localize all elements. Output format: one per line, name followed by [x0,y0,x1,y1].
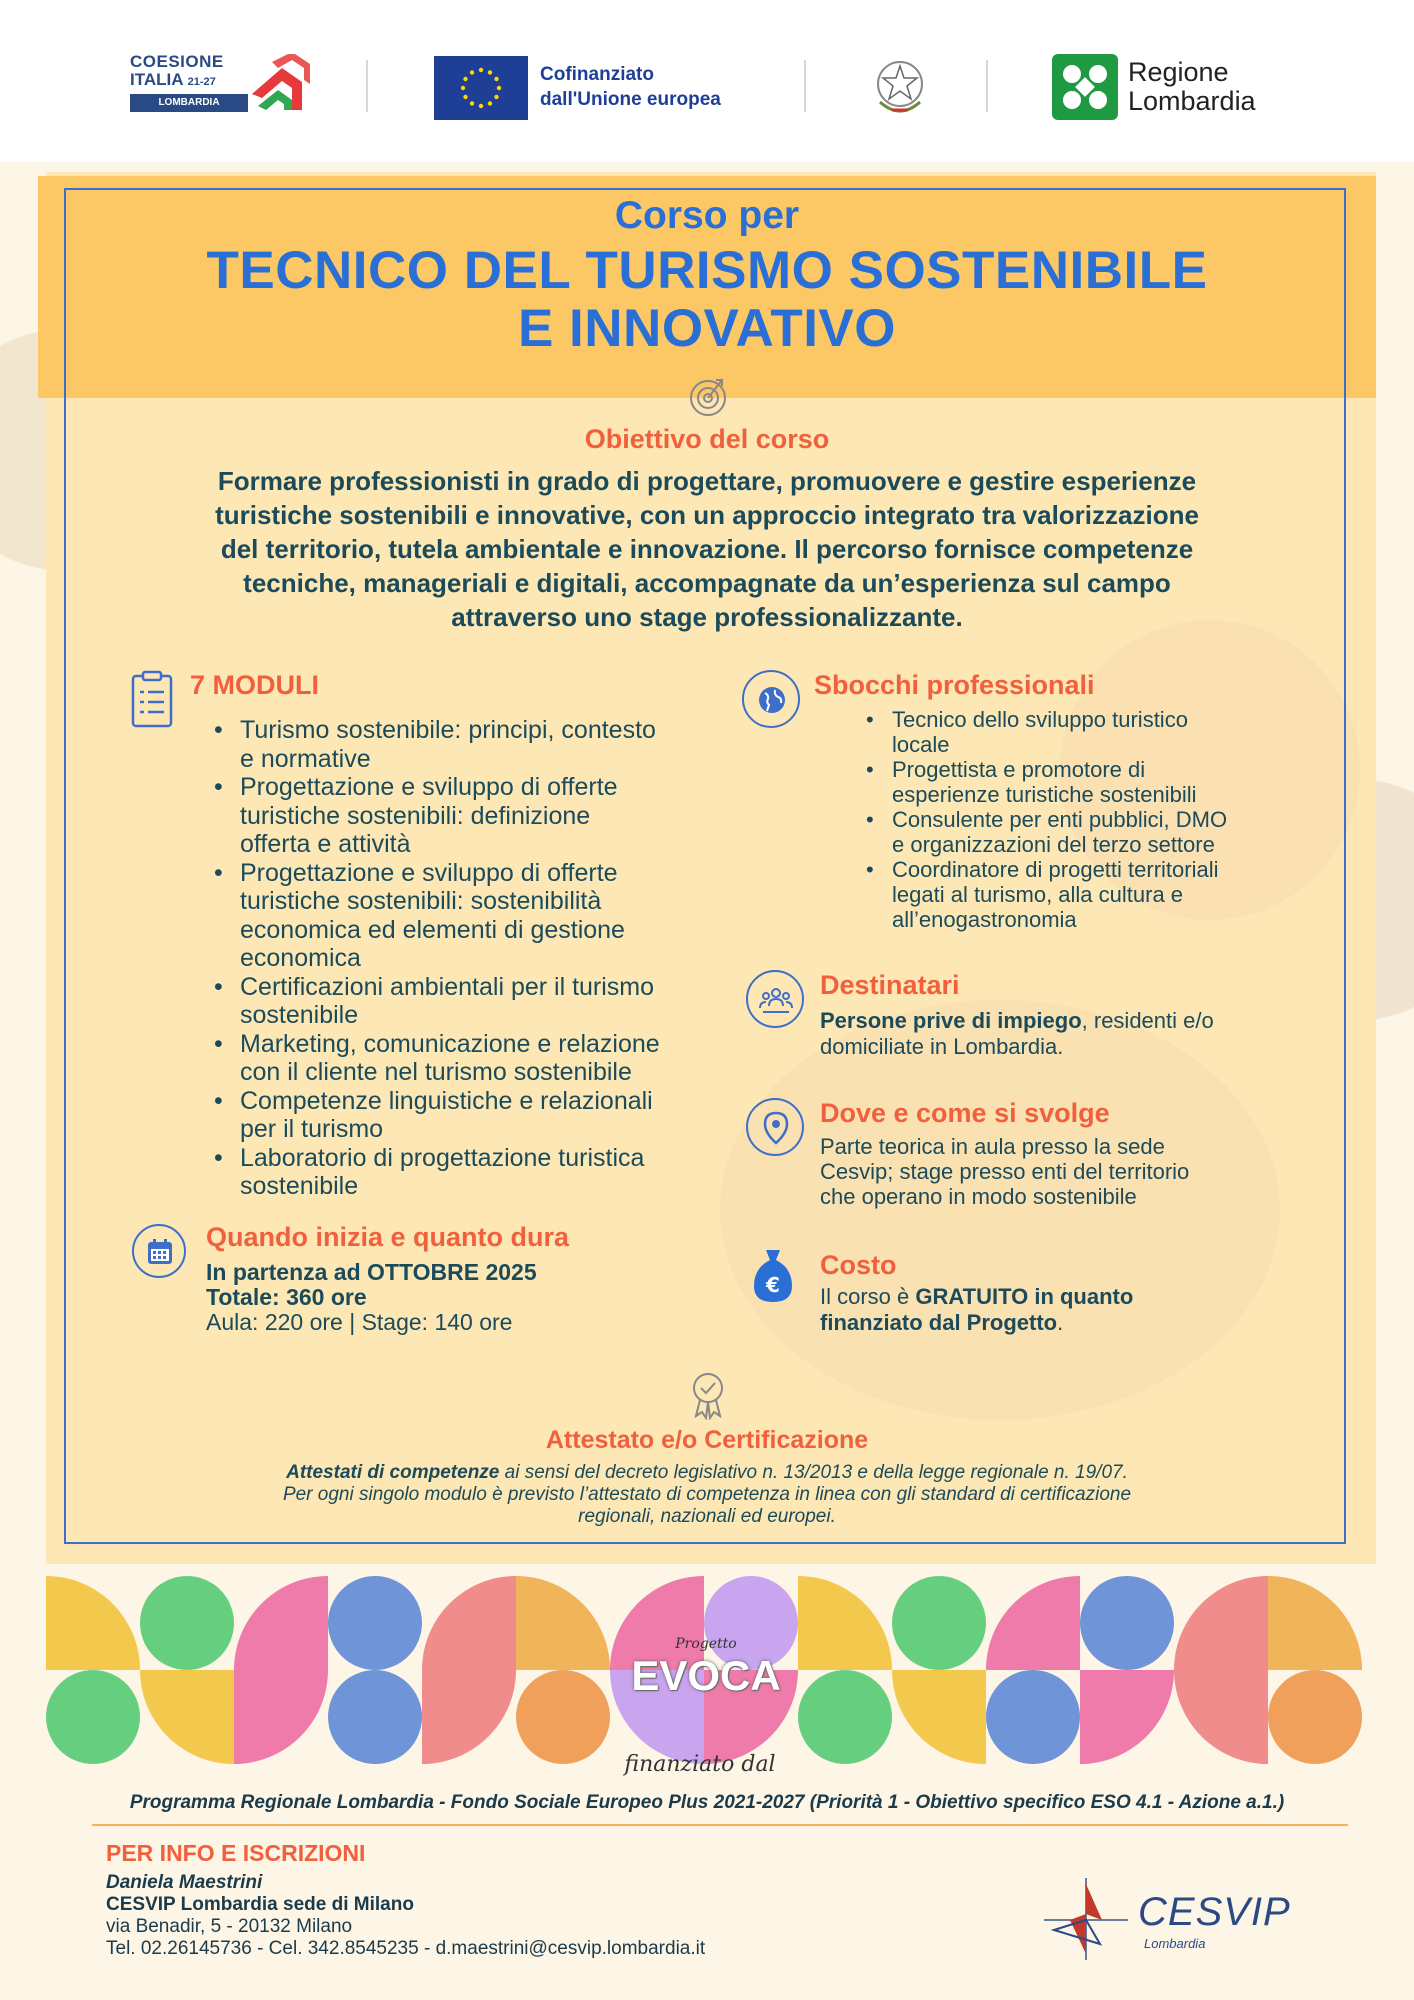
moduli-heading: 7 MODULI [190,670,320,700]
dove-heading: Dove e come si svolge [820,1098,1110,1128]
attestato-text: Attestati di competenze ai sensi del decreto legislativo n. 13/2013 e della legge regionale n. 19/07. Per ogni singolo modulo è previsto l’attestato di competenza in linea con gli standard di certificazione regionali, nazionali ed europei. [282,1462,1132,1527]
cesvip-sub: Lombardia [1144,1936,1206,1951]
costo-text: Il corso è GRATUITO in quanto finanziato dal Progetto. [820,1284,1134,1335]
list-item: • Turismo sostenibile: principi, contesto e normative [240,716,760,773]
list-item: • Progettazione e sviluppo di offerte turistiche sostenibili: sostenibilità economica ed elementi di gestione economica [240,859,760,973]
contact-phone-email[interactable]: Tel. 02.26145736 - Cel. 342.8545235 - d.maestrini@cesvip.lombardia.it [106,1938,706,1959]
coesione-region: LOMBARDIA [130,94,248,112]
list-item: • Competenze linguistiche e relazionali per il turismo [240,1087,760,1144]
list-item: • Laboratorio di progettazione turistica sostenibile [240,1144,760,1201]
sbocchi-list [858,707,1332,932]
eu-line1: Cofinanziato [540,64,654,85]
eu-text [540,62,721,112]
quando-text: In partenza ad OTTOBRE 2025 Totale: 360 ore Aula: 220 ore | Stage: 140 ore [206,1259,537,1335]
coesione-line1: COESIONE [130,52,224,71]
header-separator [366,60,368,112]
cesvip-name: CESVIP [1138,1890,1291,1934]
destinatari-heading: Destinatari [820,970,960,1000]
list-item: • Consulente per enti pubblici, DMO e organizzazioni del terzo settore [892,807,1332,857]
eu-line2: dall'Unione europea [540,89,721,110]
title-pre: Corso per [614,194,800,237]
header-separator [804,60,806,112]
money-bag-icon [748,1246,798,1306]
calendar-icon-ring [132,1224,186,1278]
list-item: • Progettazione e sviluppo di offerte turistiche sostenibili: definizione offerta e attività [240,773,760,859]
italian-emblem-icon [872,54,928,120]
eu-flag-icon [434,56,528,120]
list-item: • Marketing, comunicazione e relazione con il cliente nel turismo sostenibile [240,1030,760,1087]
coesione-logo [130,52,310,122]
target-icon [684,372,730,418]
obiettivo-heading: Obiettivo del corso [584,424,830,454]
regione-lombardia-logo-icon [1052,54,1118,120]
coesione-line2: ITALIA 21-27 [130,70,216,89]
contact-name: Daniela Maestrini [106,1872,263,1893]
header-logos-bar [0,0,1414,162]
clipboard-icon [130,670,174,728]
attestato-heading: Attestato e/o Certificazione [545,1426,869,1454]
contact-address: via Benadir, 5 - 20132 Milano [106,1916,353,1937]
coesione-arrows-icon [248,54,318,116]
eu-stars-icon [434,56,528,120]
calendar-icon [146,1238,174,1266]
list-item: • Tecnico dello sviluppo turistico locale [892,707,1332,757]
moduli-list [206,716,760,1201]
people-icon-ring [746,970,804,1028]
dove-text: Parte teorica in aula presso la sede Cesvip; stage presso enti del territorio che operano in modo sostenibile [820,1134,1190,1209]
quando-heading: Quando inizia e quanto dura [206,1222,570,1252]
sbocchi-heading: Sbocchi professionali [814,670,1095,700]
certificate-badge-icon [688,1370,728,1420]
list-item: • Certificazioni ambientali per il turismo sostenibile [240,973,760,1030]
page-title: TECNICO DEL TURISMO SOSTENIBILE [206,241,1208,300]
list-item: • Coordinatore di progetti territoriali legati al turismo, alla cultura e all’enogastronomia [892,857,1332,932]
header-separator [986,60,988,112]
globe-icon-ring [742,670,800,728]
programma-text: Programma Regionale Lombardia - Fondo Sociale Europeo Plus 2021-2027 (Priorità 1 - Obiettivo specifico ESO 4.1 - Azione a.1.) [129,1792,1285,1813]
evoca-logo: EVOCA [631,1652,781,1699]
divider [92,1824,1348,1826]
costo-heading: Costo [820,1250,897,1280]
destinatari-text: Persone prive di impiego, residenti e/o domiciliate in Lombardia. [820,1008,1214,1059]
list-item: • Progettista e promotore di esperienze turistiche sostenibili [892,757,1332,807]
cesvip-logo-icon [1040,1874,1134,1964]
contact-sede: CESVIP Lombardia sede di Milano [106,1894,414,1915]
location-icon-ring [746,1098,804,1156]
svg-text:€: € [766,1273,780,1297]
info-heading: PER INFO E ISCRIZIONI [106,1840,366,1866]
location-pin-icon [763,1111,789,1145]
regione-line2: Lombardia [1128,86,1256,116]
obiettivo-text: Formare professionisti in grado di progettare, promuovere e gestire esperienze turistiche sostenibili e innovative, con un approccio integrato tra valorizzazione del territorio, tutela ambientale e innovazione. Il percorso fornisce competenze tecniche, manageriali e digitali, accompagnate da un’esperienza sul campo attraverso uno stage professionalizzante. [215,466,1199,632]
regione-text [1128,58,1256,116]
globe-icon [757,685,787,715]
info-contacts [106,1872,705,1960]
page-title-line2: E INNOVATIVO [517,299,896,358]
finanziato-dal: finanziato dal [624,1752,776,1777]
people-icon [759,984,793,1016]
regione-line1: Regione [1128,57,1229,87]
evoca-progetto: Progetto [675,1636,737,1652]
